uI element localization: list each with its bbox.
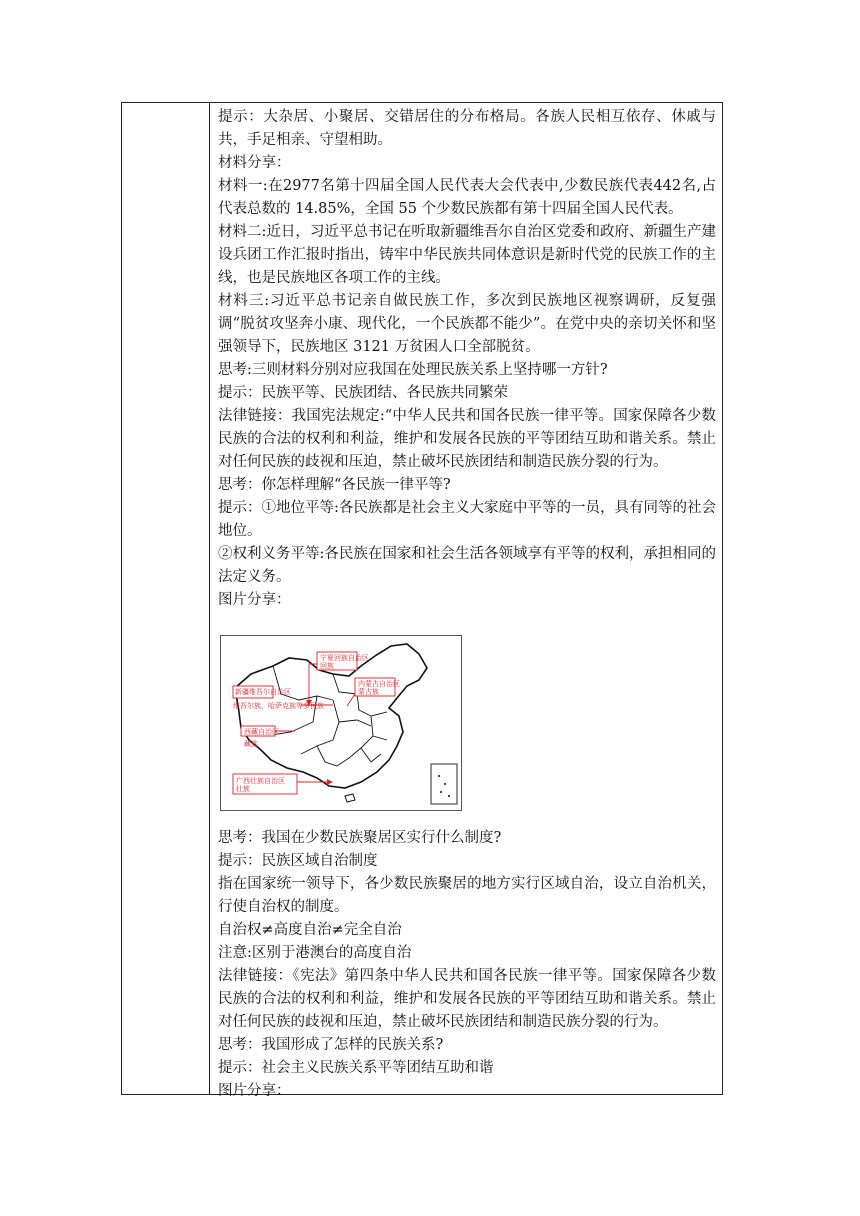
paragraph-materials-heading: 材料分享： xyxy=(218,155,291,171)
map-label-guangxi-people: 壮族 xyxy=(236,785,250,793)
map-label-xizang: 西藏自治区 xyxy=(244,728,279,736)
map-label-xinjiang-people: 维吾尔族、哈萨克族等多民族 xyxy=(233,702,324,710)
table-left-column xyxy=(122,103,210,1094)
paragraph-autonomy-note: 自治权≠高度自治≠完全自治 xyxy=(218,922,402,938)
content-table xyxy=(121,102,723,1099)
paragraph-hint-relations: 提示：社会主义民族关系平等团结互助和谐 xyxy=(218,1060,494,1076)
map-label-ningxia: 宁夏回族自治区 xyxy=(320,654,369,662)
paragraph-material-one: 材料一:在2977名第十四届全国人民代表大会代表中,少数民族代表442名,占代表总数的 14.85%，全国 55 个少数民族都有第十四届全国人民代表。 xyxy=(218,178,716,217)
paragraph-hint-distribution: 提示：大杂居、小聚居、交错居住的分布格局。各族人民相互依存、休戚与共，手足相亲、守望相助。 xyxy=(218,109,716,148)
paragraph-material-two: 材料二:近日，习近平总书记在听取新疆维吾尔自治区党委和政府、新疆生产建设兵团工作汇报时指出，铸牢中华民族共同体意识是新时代党的民族工作的主线，也是民族地区各项工作的主线。 xyxy=(218,224,716,286)
table-right-column xyxy=(210,103,722,1099)
bottom-text-block xyxy=(218,827,716,1103)
paragraph-question-relations: 思考：我国形成了怎样的民族关系? xyxy=(218,1037,444,1053)
paragraph-picture-share-2: 图片分享： xyxy=(218,1083,291,1099)
map-label-guangxi: 广西壮族自治区 xyxy=(236,777,285,785)
paragraph-question-equality: 思考：你怎样理解“各民族一律平等? xyxy=(218,477,451,493)
map-label-neimenggu: 内蒙古自治区 xyxy=(358,680,400,688)
paragraph-hint-status-equality: 提示：①地位平等:各民族都是社会主义大家庭中平等的一员，具有同等的社会地位。 xyxy=(218,500,716,539)
china-map-graphic xyxy=(221,636,461,810)
paragraph-law-link-constitution: 法律链接：我国宪法规定:“中华人民共和国各民族一律平等。国家保障各少数民族的合法的权利和利益，维护和发展各民族的平等团结互助和谐关系。禁止对任何民族的歧视和压迫，禁止破坏民族团结和制造民族分裂的行为。 xyxy=(218,408,716,470)
map-label-xizang-people: 藏族 xyxy=(244,740,258,748)
autonomous-regions-map xyxy=(220,635,462,811)
paragraph-hint-system: 提示：民族区域自治制度 xyxy=(218,853,378,869)
paragraph-hint-policy: 提示：民族平等、民族团结、各民族共同繁荣 xyxy=(218,385,508,401)
paragraph-picture-share: 图片分享： xyxy=(218,592,291,608)
paragraph-question-system: 思考：我国在少数民族聚居区实行什么制度? xyxy=(218,830,502,846)
map-label-ningxia-people: 回族 xyxy=(320,662,334,670)
paragraph-rights-duties-equality: ②权利义务平等:各民族在国家和社会生活各领域享有平等的权利，承担相同的法定义务。 xyxy=(218,546,716,585)
paragraph-system-definition: 指在国家统一领导下，各少数民族聚居的地方实行区域自治，设立自治机关，行使自治权的制度。 xyxy=(218,876,716,915)
map-label-xinjiang: 新疆维吾尔自治区 xyxy=(235,688,291,696)
map-label-neimenggu-people: 蒙古族 xyxy=(358,688,379,696)
paragraph-material-three: 材料三:习近平总书记亲自做民族工作，多次到民族地区视察调研，反复强调“脱贫攻坚奔小康、现代化，一个民族都不能少”。在党中央的亲切关怀和坚强领导下，民族地区 3121 万贫困人口全部脱贫。 xyxy=(218,293,716,355)
paragraph-attention-note: 注意:区别于港澳台的高度自治 xyxy=(218,945,412,961)
paragraph-law-link-article-four: 法律链接：《宪法》第四条中华人民共和国各民族一律平等。国家保障各少数民族的合法的权利和利益，维护和发展各民族的平等团结互助和谐关系。禁止对任何民族的歧视和压迫，禁止破坏民族团结和制造民族分裂的行为。 xyxy=(218,968,716,1030)
paragraph-question-policy: 思考:三则材料分别对应我国在处理民族关系上坚持哪一方针? xyxy=(218,362,608,378)
top-text-block xyxy=(218,106,716,612)
